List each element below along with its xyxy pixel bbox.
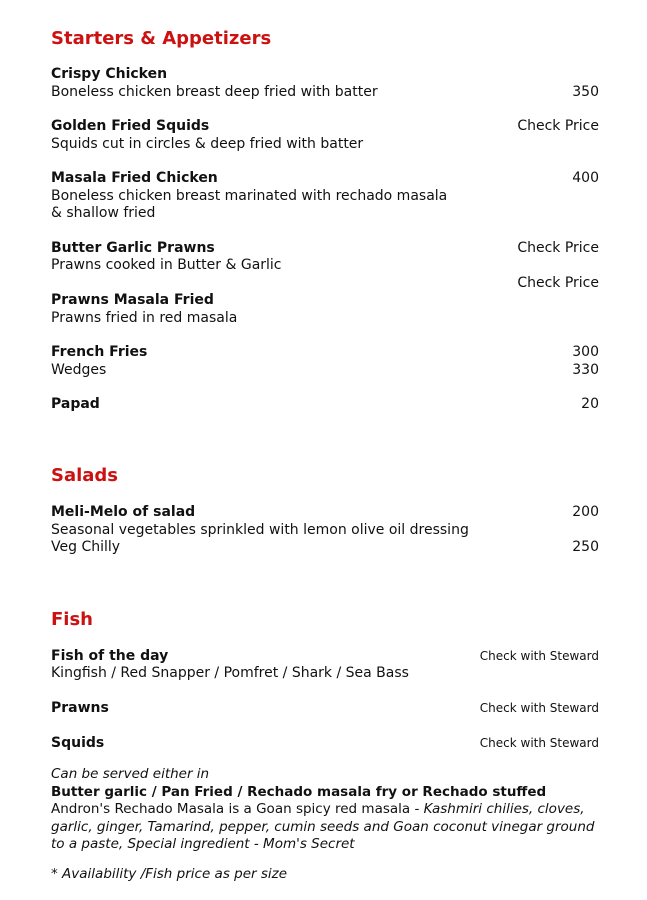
footnote: * Availability /Fish price as per size bbox=[51, 866, 288, 882]
menu-item-name-row bbox=[51, 344, 599, 362]
note-ingredients: Kashmiri chilies, cloves, garlic, ginger, Tamarind, pepper, cumin seeds and Goan coconut vinegar ground to a paste, Special ingredient - Mom's Secret bbox=[51, 801, 595, 852]
item-price: 400 bbox=[572, 170, 599, 186]
menu-item-desc-row bbox=[51, 665, 599, 683]
menu-item-desc-row bbox=[51, 136, 599, 154]
menu-item-name-row bbox=[51, 648, 599, 666]
note-intro: Can be served either in bbox=[51, 766, 210, 782]
menu-item-desc-row bbox=[51, 539, 599, 557]
item-name: Golden Fried Squids bbox=[51, 118, 210, 134]
item-price: Check with Steward bbox=[479, 649, 599, 663]
item-price: 350 bbox=[572, 84, 599, 100]
item-name: French Fries bbox=[51, 344, 148, 360]
menu-item-name-row bbox=[51, 170, 599, 188]
item-price: Check Price bbox=[517, 275, 599, 291]
menu-item-desc-row bbox=[51, 257, 599, 275]
item-name: Prawns bbox=[51, 700, 109, 716]
item-description: & shallow fried bbox=[51, 205, 156, 221]
item-description: Prawns cooked in Butter & Garlic bbox=[51, 257, 282, 273]
item-price: 200 bbox=[572, 504, 599, 520]
menu-item-desc-row bbox=[51, 205, 599, 223]
section-heading-salads: Salads bbox=[51, 465, 119, 486]
note-options: Butter garlic / Pan Fried / Rechado masala fry or Rechado stuffed bbox=[51, 783, 547, 800]
item-description: Boneless chicken breast marinated with rechado masala bbox=[51, 188, 448, 204]
fish-preparation-note bbox=[51, 766, 599, 854]
item-price: Check Price bbox=[517, 118, 599, 134]
item-name: Masala Fried Chicken bbox=[51, 170, 218, 186]
item-name: Prawns Masala Fried bbox=[51, 292, 214, 308]
menu-item-desc-row bbox=[51, 188, 599, 206]
item-description: Squids cut in circles & deep fried with batter bbox=[51, 136, 364, 152]
section-heading-fish: Fish bbox=[51, 609, 93, 630]
menu-item-name-row bbox=[51, 735, 599, 753]
item-price: Check with Steward bbox=[479, 736, 599, 750]
item-name: Crispy Chicken bbox=[51, 66, 168, 82]
menu-item-desc-row bbox=[51, 84, 599, 102]
item-name: Squids bbox=[51, 735, 105, 751]
menu-item-name-row bbox=[51, 118, 599, 136]
item-price: 330 bbox=[572, 362, 599, 378]
menu-item-desc-row bbox=[51, 310, 599, 328]
menu-item-desc-row bbox=[51, 275, 599, 293]
section-heading-starters: Starters & Appetizers bbox=[51, 28, 272, 49]
item-name: Butter Garlic Prawns bbox=[51, 240, 215, 256]
item-price: Check with Steward bbox=[479, 701, 599, 715]
menu-item-name-row bbox=[51, 240, 599, 258]
item-description: Veg Chilly bbox=[51, 539, 121, 555]
note-body bbox=[51, 784, 599, 854]
item-description: Seasonal vegetables sprinkled with lemon olive oil dressing bbox=[51, 522, 469, 538]
item-description: Kingfish / Red Snapper / Pomfret / Shark / Sea Bass bbox=[51, 665, 409, 681]
item-price: 250 bbox=[572, 539, 599, 555]
menu-item-desc-row bbox=[51, 522, 599, 540]
item-description: Prawns fried in red masala bbox=[51, 310, 238, 326]
menu-item-name-row bbox=[51, 66, 599, 84]
item-price: 300 bbox=[572, 344, 599, 360]
menu-item-name-row bbox=[51, 700, 599, 718]
item-price: 20 bbox=[581, 396, 599, 412]
item-name: Papad bbox=[51, 396, 100, 412]
note-plain: Andron's Rechado Masala is a Goan spicy red masala - bbox=[51, 801, 424, 817]
menu-item-name-row bbox=[51, 292, 599, 310]
menu-item-desc-row bbox=[51, 362, 599, 380]
item-description: Boneless chicken breast deep fried with batter bbox=[51, 84, 378, 100]
menu-item-name-row bbox=[51, 504, 599, 522]
item-price: Check Price bbox=[517, 240, 599, 256]
item-name: Fish of the day bbox=[51, 648, 169, 664]
menu-item-name-row bbox=[51, 396, 599, 414]
item-description: Wedges bbox=[51, 362, 107, 378]
item-name: Meli-Melo of salad bbox=[51, 504, 196, 520]
